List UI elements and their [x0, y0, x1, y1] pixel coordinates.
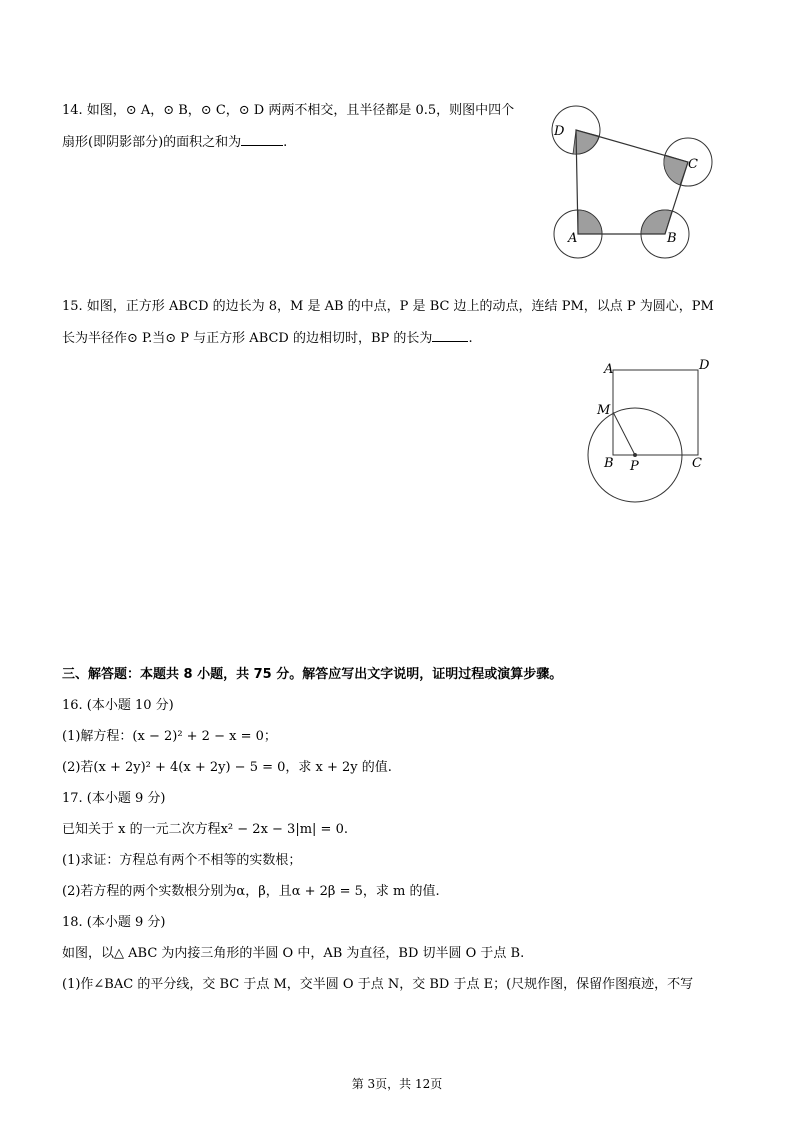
q15-line2-text: 长为半径作⊙ P.当⊙ P 与正方形 ABCD 的边相切时，BP 的长为 — [62, 331, 433, 346]
q14-figure — [540, 98, 720, 268]
q14-line2 — [62, 133, 287, 152]
section3-header: 三、解答题：本题共 8 小题，共 75 分。解答应写出文字说明，证明过程或演算步骤。 — [62, 667, 563, 682]
q14-sector-a — [578, 210, 602, 234]
q15-segment-pm — [613, 412, 635, 455]
q15-line2 — [62, 329, 473, 348]
q18-stem: 如图，以△ ABC 为内接三角形的半圆 O 中，AB 为直径，BD 切半圆 O 于点 B. — [62, 946, 525, 961]
q14-label-b: B — [667, 231, 677, 246]
q15-figure — [580, 355, 720, 510]
q17-title: 17. (本小题 9 分) — [62, 791, 166, 806]
q15-point-p — [633, 453, 637, 457]
q14-label-c: C — [688, 157, 698, 172]
q15-answer-blank[interactable] — [432, 329, 468, 342]
q17-stem: 已知关于 x 的一元二次方程x² − 2x − 3|m| = 0. — [62, 822, 348, 837]
q14-line2-end: . — [283, 135, 288, 150]
q15-line2-end: . — [468, 331, 473, 346]
q15-label-d: D — [699, 358, 710, 373]
q15-label-c: C — [692, 456, 702, 471]
q14-sector-c — [664, 155, 688, 185]
q16-part1: (1)解方程：(x − 2)² + 2 − x = 0； — [62, 729, 277, 744]
q18-part1: (1)作∠BAC 的平分线，交 BC 于点 M，交半圆 O 于点 N，交 BD 于点 E；(尺规作图，保留作图痕迹，不写 — [62, 977, 694, 992]
q15-label-p: P — [630, 459, 639, 474]
q18-title: 18. (本小题 9 分) — [62, 915, 166, 930]
page-footer: 第 3页，共 12页 — [351, 1077, 443, 1091]
q14-line2-text: 扇形(即阴影部分)的面积之和为 — [62, 135, 242, 150]
q17-part2: (2)若方程的两个实数根分别为α，β，且α + 2β = 5，求 m 的值. — [62, 884, 440, 899]
q15-label-m: M — [597, 403, 611, 418]
q16-part2: (2)若(x + 2y)² + 4(x + 2y) − 5 = 0，求 x + 2y 的值. — [62, 760, 392, 775]
q17-part1: (1)求证：方程总有两个不相等的实数根； — [62, 853, 302, 868]
q14-line1: 14. 如图，⊙ A，⊙ B，⊙ C，⊙ D 两两不相交，且半径都是 0.5，则图中四个 — [62, 103, 515, 118]
q16-title: 16. (本小题 10 分) — [62, 698, 174, 713]
q14-answer-blank[interactable] — [241, 133, 283, 146]
q15-line1: 15. 如图，正方形 ABCD 的边长为 8，M 是 AB 的中点，P 是 BC 边上的动点，连结 PM，以点 P 为圆心，PM — [62, 299, 714, 314]
q14-label-d: D — [554, 124, 565, 139]
q15-label-a: A — [604, 362, 614, 377]
q15-label-b: B — [604, 456, 614, 471]
q14-label-a: A — [568, 231, 578, 246]
